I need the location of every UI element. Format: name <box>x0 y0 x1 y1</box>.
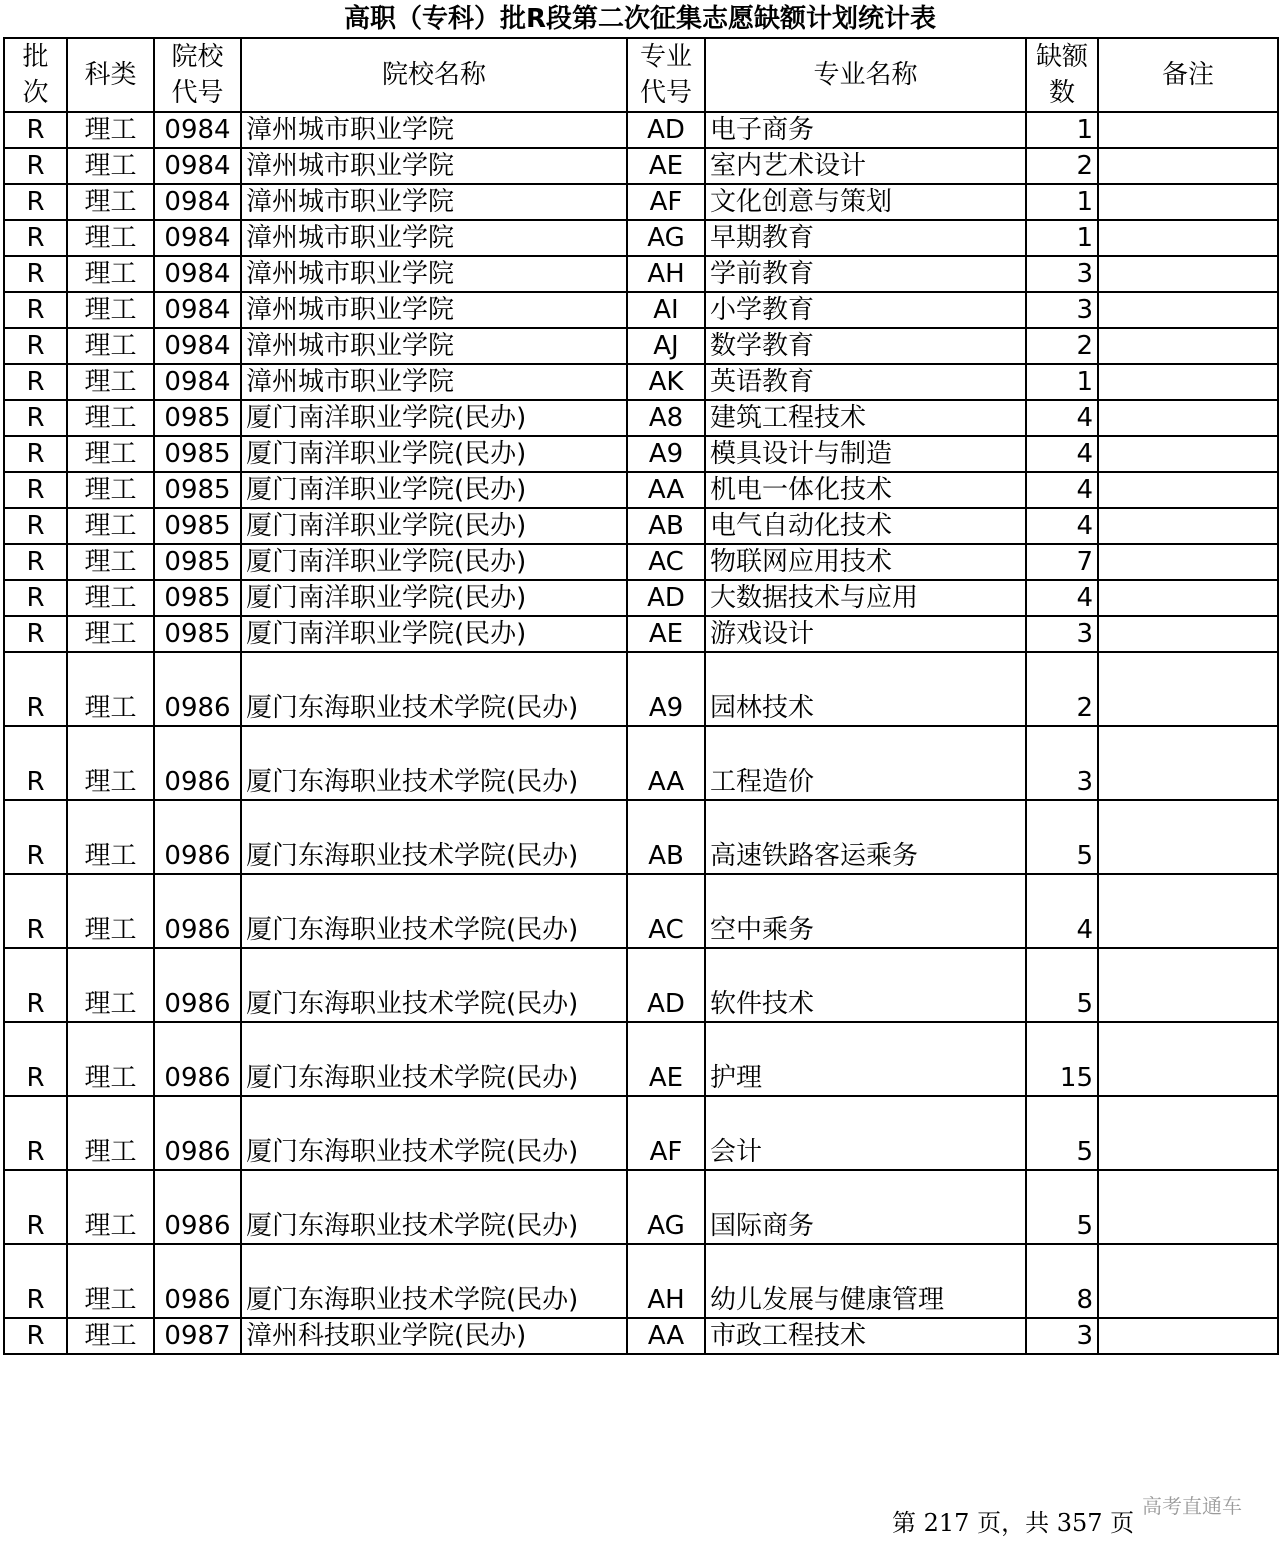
cell-vacancies: 5 <box>1026 1096 1098 1170</box>
cell-remarks <box>1098 328 1278 364</box>
table-row <box>4 328 1278 364</box>
cell-category: 理工 <box>67 508 154 544</box>
cell-major-name: 数学教育 <box>705 328 1026 364</box>
cell-major-code: AD <box>627 112 705 148</box>
cell-remarks <box>1098 1022 1278 1096</box>
cell-school-code: 0984 <box>154 328 241 364</box>
cell-batch: R <box>4 328 67 364</box>
cell-vacancies: 8 <box>1026 1244 1098 1318</box>
cell-remarks <box>1098 580 1278 616</box>
cell-major-code: AB <box>627 508 705 544</box>
cell-batch: R <box>4 256 67 292</box>
cell-school-code: 0986 <box>154 652 241 726</box>
cell-school-name: 厦门东海职业技术学院(民办) <box>241 1244 627 1318</box>
cell-school-code: 0986 <box>154 800 241 874</box>
cell-major-code: AE <box>627 1022 705 1096</box>
cell-major-code: AB <box>627 800 705 874</box>
header-category: 科类 <box>67 38 154 112</box>
cell-category: 理工 <box>67 544 154 580</box>
cell-major-name: 空中乘务 <box>705 874 1026 948</box>
cell-school-code: 0984 <box>154 364 241 400</box>
cell-major-name: 大数据技术与应用 <box>705 580 1026 616</box>
header-batch: 批次 <box>4 38 67 112</box>
cell-category: 理工 <box>67 400 154 436</box>
cell-batch: R <box>4 726 67 800</box>
cell-school-code: 0985 <box>154 580 241 616</box>
table-row <box>4 652 1278 726</box>
cell-vacancies: 1 <box>1026 220 1098 256</box>
cell-category: 理工 <box>67 1096 154 1170</box>
cell-school-name: 厦门东海职业技术学院(民办) <box>241 1096 627 1170</box>
cell-category: 理工 <box>67 112 154 148</box>
cell-major-code: A9 <box>627 436 705 472</box>
table-row <box>4 436 1278 472</box>
cell-school-code: 0986 <box>154 948 241 1022</box>
cell-remarks <box>1098 292 1278 328</box>
page-title: 高职（专科）批R段第二次征集志愿缺额计划统计表 <box>343 4 937 34</box>
cell-major-code: AF <box>627 1096 705 1170</box>
cell-major-code: AA <box>627 472 705 508</box>
cell-school-name: 厦门东海职业技术学院(民办) <box>241 800 627 874</box>
cell-category: 理工 <box>67 256 154 292</box>
cell-batch: R <box>4 364 67 400</box>
cell-vacancies: 2 <box>1026 148 1098 184</box>
cell-batch: R <box>4 472 67 508</box>
cell-school-code: 0985 <box>154 436 241 472</box>
cell-remarks <box>1098 184 1278 220</box>
cell-major-code: AC <box>627 874 705 948</box>
header-major-code: 专业代号 <box>627 38 705 112</box>
cell-major-name: 软件技术 <box>705 948 1026 1022</box>
cell-batch: R <box>4 292 67 328</box>
cell-major-name: 工程造价 <box>705 726 1026 800</box>
cell-school-name: 漳州城市职业学院 <box>241 292 627 328</box>
cell-school-name: 厦门东海职业技术学院(民办) <box>241 726 627 800</box>
cell-major-code: AI <box>627 292 705 328</box>
table-body <box>4 112 1278 1354</box>
cell-remarks <box>1098 1096 1278 1170</box>
cell-school-name: 厦门南洋职业学院(民办) <box>241 472 627 508</box>
cell-vacancies: 5 <box>1026 948 1098 1022</box>
cell-vacancies: 4 <box>1026 508 1098 544</box>
cell-vacancies: 3 <box>1026 1318 1098 1354</box>
cell-major-name: 早期教育 <box>705 220 1026 256</box>
cell-batch: R <box>4 948 67 1022</box>
table-row <box>4 112 1278 148</box>
cell-vacancies: 2 <box>1026 328 1098 364</box>
cell-school-name: 厦门东海职业技术学院(民办) <box>241 652 627 726</box>
cell-remarks <box>1098 1318 1278 1354</box>
cell-major-name: 高速铁路客运乘务 <box>705 800 1026 874</box>
cell-school-name: 厦门南洋职业学院(民办) <box>241 580 627 616</box>
cell-batch: R <box>4 652 67 726</box>
cell-major-code: AC <box>627 544 705 580</box>
cell-batch: R <box>4 148 67 184</box>
cell-vacancies: 4 <box>1026 874 1098 948</box>
cell-school-name: 漳州城市职业学院 <box>241 364 627 400</box>
cell-school-name: 漳州城市职业学院 <box>241 256 627 292</box>
cell-major-code: AE <box>627 148 705 184</box>
cell-category: 理工 <box>67 1318 154 1354</box>
cell-major-code: AF <box>627 184 705 220</box>
cell-vacancies: 3 <box>1026 256 1098 292</box>
cell-school-name: 漳州城市职业学院 <box>241 112 627 148</box>
cell-category: 理工 <box>67 874 154 948</box>
cell-batch: R <box>4 1096 67 1170</box>
cell-school-name: 厦门东海职业技术学院(民办) <box>241 948 627 1022</box>
table-row <box>4 616 1278 652</box>
cell-major-name: 小学教育 <box>705 292 1026 328</box>
cell-batch: R <box>4 1170 67 1244</box>
cell-category: 理工 <box>67 220 154 256</box>
cell-vacancies: 2 <box>1026 652 1098 726</box>
cell-batch: R <box>4 800 67 874</box>
header-vacancies: 缺额数 <box>1026 38 1098 112</box>
cell-category: 理工 <box>67 472 154 508</box>
cell-school-code: 0987 <box>154 1318 241 1354</box>
cell-vacancies: 4 <box>1026 580 1098 616</box>
cell-remarks <box>1098 800 1278 874</box>
table-row <box>4 874 1278 948</box>
table-row <box>4 1096 1278 1170</box>
cell-vacancies: 5 <box>1026 1170 1098 1244</box>
cell-major-code: AD <box>627 580 705 616</box>
table-row <box>4 256 1278 292</box>
cell-batch: R <box>4 1244 67 1318</box>
vacancy-table <box>3 37 1279 1355</box>
cell-batch: R <box>4 874 67 948</box>
table-row <box>4 1170 1278 1244</box>
cell-category: 理工 <box>67 184 154 220</box>
table-row <box>4 400 1278 436</box>
cell-major-name: 游戏设计 <box>705 616 1026 652</box>
table-row <box>4 1244 1278 1318</box>
cell-major-name: 国际商务 <box>705 1170 1026 1244</box>
cell-major-name: 建筑工程技术 <box>705 400 1026 436</box>
cell-remarks <box>1098 616 1278 652</box>
cell-school-code: 0985 <box>154 508 241 544</box>
cell-vacancies: 15 <box>1026 1022 1098 1096</box>
cell-batch: R <box>4 616 67 652</box>
cell-school-name: 厦门东海职业技术学院(民办) <box>241 1170 627 1244</box>
cell-batch: R <box>4 580 67 616</box>
cell-school-code: 0985 <box>154 400 241 436</box>
cell-remarks <box>1098 220 1278 256</box>
cell-school-name: 厦门南洋职业学院(民办) <box>241 616 627 652</box>
cell-major-code: AA <box>627 1318 705 1354</box>
cell-major-code: AH <box>627 256 705 292</box>
cell-major-name: 文化创意与策划 <box>705 184 1026 220</box>
cell-school-code: 0984 <box>154 292 241 328</box>
table-row <box>4 580 1278 616</box>
cell-remarks <box>1098 544 1278 580</box>
cell-school-code: 0985 <box>154 544 241 580</box>
header-major-name: 专业名称 <box>705 38 1026 112</box>
cell-batch: R <box>4 1318 67 1354</box>
cell-major-code: AA <box>627 726 705 800</box>
cell-school-name: 厦门东海职业技术学院(民办) <box>241 1022 627 1096</box>
cell-batch: R <box>4 220 67 256</box>
cell-school-name: 漳州城市职业学院 <box>241 184 627 220</box>
cell-vacancies: 4 <box>1026 400 1098 436</box>
cell-major-name: 市政工程技术 <box>705 1318 1026 1354</box>
cell-remarks <box>1098 1244 1278 1318</box>
cell-school-name: 漳州城市职业学院 <box>241 328 627 364</box>
cell-major-code: AK <box>627 364 705 400</box>
cell-major-name: 英语教育 <box>705 364 1026 400</box>
cell-major-name: 护理 <box>705 1022 1026 1096</box>
table-row <box>4 726 1278 800</box>
cell-major-name: 幼儿发展与健康管理 <box>705 1244 1026 1318</box>
table-row <box>4 292 1278 328</box>
cell-category: 理工 <box>67 292 154 328</box>
cell-remarks <box>1098 874 1278 948</box>
cell-school-name: 漳州城市职业学院 <box>241 220 627 256</box>
cell-category: 理工 <box>67 328 154 364</box>
header-row <box>4 38 1278 112</box>
cell-vacancies: 1 <box>1026 112 1098 148</box>
cell-major-name: 学前教育 <box>705 256 1026 292</box>
cell-major-code: A9 <box>627 652 705 726</box>
cell-category: 理工 <box>67 148 154 184</box>
cell-category: 理工 <box>67 436 154 472</box>
table-row <box>4 1022 1278 1096</box>
table-row <box>4 800 1278 874</box>
cell-remarks <box>1098 726 1278 800</box>
cell-batch: R <box>4 184 67 220</box>
cell-school-name: 厦门南洋职业学院(民办) <box>241 508 627 544</box>
header-remarks: 备注 <box>1098 38 1278 112</box>
table-row <box>4 364 1278 400</box>
cell-major-code: AD <box>627 948 705 1022</box>
header-school-name: 院校名称 <box>241 38 627 112</box>
cell-remarks <box>1098 364 1278 400</box>
cell-category: 理工 <box>67 616 154 652</box>
table-row <box>4 220 1278 256</box>
table-row <box>4 148 1278 184</box>
cell-remarks <box>1098 256 1278 292</box>
cell-remarks <box>1098 652 1278 726</box>
cell-school-code: 0986 <box>154 1170 241 1244</box>
cell-vacancies: 3 <box>1026 292 1098 328</box>
cell-category: 理工 <box>67 1022 154 1096</box>
table-row <box>4 1318 1278 1354</box>
cell-school-code: 0984 <box>154 256 241 292</box>
cell-major-name: 物联网应用技术 <box>705 544 1026 580</box>
cell-school-code: 0986 <box>154 1096 241 1170</box>
cell-remarks <box>1098 948 1278 1022</box>
cell-major-name: 园林技术 <box>705 652 1026 726</box>
cell-vacancies: 4 <box>1026 436 1098 472</box>
cell-category: 理工 <box>67 800 154 874</box>
watermark: 高考直通车 <box>1142 1494 1242 1518</box>
cell-major-name: 机电一体化技术 <box>705 472 1026 508</box>
cell-remarks <box>1098 112 1278 148</box>
cell-batch: R <box>4 400 67 436</box>
cell-batch: R <box>4 508 67 544</box>
cell-remarks <box>1098 148 1278 184</box>
cell-batch: R <box>4 1022 67 1096</box>
cell-vacancies: 1 <box>1026 364 1098 400</box>
cell-vacancies: 7 <box>1026 544 1098 580</box>
cell-school-code: 0985 <box>154 616 241 652</box>
cell-school-code: 0986 <box>154 1244 241 1318</box>
cell-major-code: AG <box>627 220 705 256</box>
cell-major-code: A8 <box>627 400 705 436</box>
cell-school-code: 0985 <box>154 472 241 508</box>
cell-major-name: 室内艺术设计 <box>705 148 1026 184</box>
cell-category: 理工 <box>67 364 154 400</box>
cell-vacancies: 3 <box>1026 616 1098 652</box>
cell-major-code: AH <box>627 1244 705 1318</box>
cell-batch: R <box>4 112 67 148</box>
cell-school-name: 厦门东海职业技术学院(民办) <box>241 874 627 948</box>
cell-major-code: AG <box>627 1170 705 1244</box>
cell-major-code: AE <box>627 616 705 652</box>
cell-category: 理工 <box>67 726 154 800</box>
cell-school-name: 厦门南洋职业学院(民办) <box>241 436 627 472</box>
cell-batch: R <box>4 436 67 472</box>
table-row <box>4 948 1278 1022</box>
cell-major-name: 会计 <box>705 1096 1026 1170</box>
cell-major-name: 模具设计与制造 <box>705 436 1026 472</box>
cell-school-code: 0986 <box>154 726 241 800</box>
cell-school-name: 厦门南洋职业学院(民办) <box>241 544 627 580</box>
cell-category: 理工 <box>67 580 154 616</box>
cell-school-name: 漳州科技职业学院(民办) <box>241 1318 627 1354</box>
header-school-code: 院校代号 <box>154 38 241 112</box>
table-row <box>4 472 1278 508</box>
cell-school-name: 厦门南洋职业学院(民办) <box>241 400 627 436</box>
cell-remarks <box>1098 1170 1278 1244</box>
cell-school-code: 0986 <box>154 1022 241 1096</box>
table-row <box>4 508 1278 544</box>
cell-batch: R <box>4 544 67 580</box>
cell-category: 理工 <box>67 1244 154 1318</box>
cell-remarks <box>1098 400 1278 436</box>
cell-major-code: AJ <box>627 328 705 364</box>
cell-vacancies: 3 <box>1026 726 1098 800</box>
table-row <box>4 544 1278 580</box>
cell-category: 理工 <box>67 652 154 726</box>
cell-category: 理工 <box>67 1170 154 1244</box>
cell-remarks <box>1098 508 1278 544</box>
table-row <box>4 184 1278 220</box>
cell-remarks <box>1098 472 1278 508</box>
cell-vacancies: 4 <box>1026 472 1098 508</box>
cell-school-code: 0984 <box>154 148 241 184</box>
cell-vacancies: 5 <box>1026 800 1098 874</box>
cell-major-name: 电气自动化技术 <box>705 508 1026 544</box>
cell-remarks <box>1098 436 1278 472</box>
cell-school-code: 0986 <box>154 874 241 948</box>
cell-school-code: 0984 <box>154 220 241 256</box>
cell-school-code: 0984 <box>154 184 241 220</box>
cell-school-code: 0984 <box>154 112 241 148</box>
cell-major-name: 电子商务 <box>705 112 1026 148</box>
cell-category: 理工 <box>67 948 154 1022</box>
cell-vacancies: 1 <box>1026 184 1098 220</box>
page-footer: 第 217 页，共 357 页 <box>892 1509 1135 1537</box>
cell-school-name: 漳州城市职业学院 <box>241 148 627 184</box>
